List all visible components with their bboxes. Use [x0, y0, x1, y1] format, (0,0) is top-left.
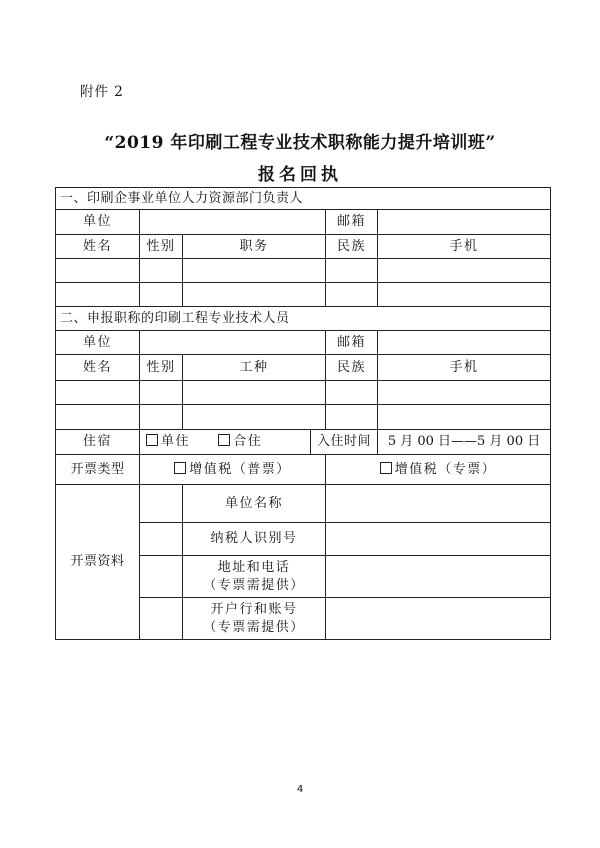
invoice-taxpayer-id-text: 纳税人识别号 — [210, 531, 298, 546]
section1-email-field[interactable] — [378, 210, 551, 235]
invoice-bank-account-note: （专票需提供） — [203, 619, 305, 635]
form-title: “2019 年印刷工程专业技术职称能力提升培训班” — [104, 133, 496, 153]
invoice-special-option[interactable] — [326, 455, 551, 485]
section2-entry-ethnicity[interactable] — [326, 405, 378, 430]
section2-email-field[interactable] — [378, 331, 551, 355]
section2-entry-job-type[interactable] — [183, 381, 326, 405]
invoice-address-phone-label — [183, 556, 326, 598]
invoice-info-row — [56, 485, 551, 523]
checkbox-icon[interactable] — [174, 462, 186, 474]
section2-heading-row — [56, 307, 551, 331]
section1-entry-gender[interactable] — [140, 259, 183, 283]
section2-unit-field[interactable] — [140, 331, 326, 355]
section2-entry-name[interactable] — [56, 405, 140, 430]
lodging-single-label: 单住 — [161, 434, 191, 449]
invoice-company-name-field[interactable] — [326, 485, 551, 523]
checkin-label: 入住时间 — [311, 430, 378, 455]
invoice-address-phone-field[interactable] — [326, 556, 551, 598]
invoice-bank-account-field[interactable] — [326, 598, 551, 640]
section2-column-header-row — [56, 355, 551, 381]
section2-entry-job-type[interactable] — [183, 405, 326, 430]
invoice-type-row — [56, 455, 551, 485]
section1-entry-gender[interactable] — [140, 283, 183, 307]
invoice-company-name-text: 单位名称 — [224, 495, 283, 511]
invoice-info-label: 开票资料 — [56, 485, 140, 640]
section1-entry-name[interactable] — [56, 259, 140, 283]
lodging-row — [56, 430, 551, 455]
section2-entry-ethnicity[interactable] — [326, 381, 378, 405]
registration-form-table — [55, 187, 551, 640]
section2-entry-phone[interactable] — [378, 405, 551, 430]
section2-heading: 二、申报职称的印刷工程专业技术人员 — [56, 307, 551, 331]
checkbox-icon[interactable] — [146, 434, 158, 446]
lodging-options — [140, 430, 311, 455]
section2-col-name: 姓名 — [56, 355, 140, 381]
section2-col-phone: 手机 — [378, 355, 551, 381]
section1-unit-label: 单位 — [56, 210, 140, 235]
section2-entry-row — [56, 405, 551, 430]
section1-unit-row — [56, 210, 551, 235]
checkbox-icon[interactable] — [380, 462, 392, 474]
section2-email-label: 邮箱 — [326, 331, 378, 355]
invoice-special-label: 增值税（专票） — [394, 461, 497, 477]
section1-col-name: 姓名 — [56, 235, 140, 259]
section1-col-position: 职务 — [183, 235, 326, 259]
section1-col-phone: 手机 — [378, 235, 551, 259]
section1-heading: 一、印刷企事业单位人力资源部门负责人 — [56, 188, 551, 210]
invoice-bank-account-text: 开户行和账号 — [210, 601, 298, 617]
section1-column-header-row — [56, 235, 551, 259]
section2-unit-label: 单位 — [56, 331, 140, 355]
section2-col-gender: 性别 — [140, 355, 183, 381]
lodging-label: 住宿 — [56, 430, 140, 455]
invoice-type-label: 开票类型 — [56, 455, 140, 485]
invoice-company-name-label — [183, 485, 326, 523]
section2-col-ethnicity: 民族 — [326, 355, 378, 381]
page-number: 4 — [296, 784, 304, 795]
lodging-shared-label: 合住 — [233, 434, 263, 449]
lodging-single-option[interactable] — [146, 434, 190, 449]
checkbox-icon[interactable] — [218, 434, 230, 446]
section2-entry-phone[interactable] — [378, 381, 551, 405]
form-subtitle: 报名回执 — [258, 165, 342, 185]
section1-entry-ethnicity[interactable] — [326, 259, 378, 283]
section1-entry-ethnicity[interactable] — [326, 283, 378, 307]
section2-col-job-type: 工种 — [183, 355, 326, 381]
section1-heading-row — [56, 188, 551, 210]
section1-entry-row — [56, 283, 551, 307]
invoice-general-label: 增值税（普票） — [189, 461, 291, 477]
section1-entry-phone[interactable] — [378, 283, 551, 307]
section1-entry-name[interactable] — [56, 283, 140, 307]
section2-entry-gender[interactable] — [140, 405, 183, 430]
section2-entry-row — [56, 381, 551, 405]
checkin-value[interactable]: 5 月 00 日——5 月 00 日 — [378, 430, 551, 455]
section1-entry-position[interactable] — [183, 283, 326, 307]
section1-col-ethnicity: 民族 — [326, 235, 378, 259]
section1-entry-position[interactable] — [183, 259, 326, 283]
invoice-bank-account-label — [183, 598, 326, 640]
section1-email-label: 邮箱 — [326, 210, 378, 235]
section1-entry-row — [56, 259, 551, 283]
section2-entry-gender[interactable] — [140, 381, 183, 405]
invoice-taxpayer-id-field[interactable] — [326, 523, 551, 556]
section1-col-gender: 性别 — [140, 235, 183, 259]
section1-unit-field[interactable] — [140, 210, 326, 235]
invoice-address-phone-note: （专票需提供） — [203, 577, 305, 593]
invoice-address-phone-text: 地址和电话 — [217, 559, 291, 575]
section1-entry-phone[interactable] — [378, 259, 551, 283]
annex-label: 附件 2 — [80, 84, 124, 100]
section2-unit-row — [56, 331, 551, 355]
section2-entry-name[interactable] — [56, 381, 140, 405]
invoice-general-option[interactable] — [140, 455, 326, 485]
invoice-taxpayer-id-label — [183, 523, 326, 556]
lodging-shared-option[interactable] — [218, 434, 262, 449]
